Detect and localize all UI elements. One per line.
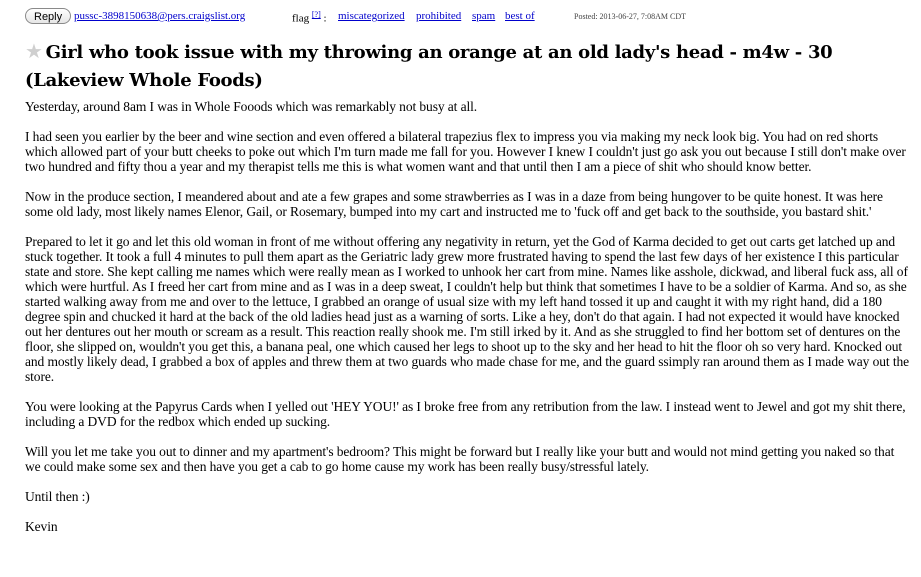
reply-button[interactable]: Reply (25, 8, 71, 24)
post-paragraph: Will you let me take you out to dinner and my apartment's bedroom? This might be forward but I really like your butt and would not mind getting you naked so that we could make some sex and then have you get a cab to go home cause my work has been really busy/stressful lately. (25, 444, 895, 474)
flag-prohibited-link[interactable]: prohibited (416, 10, 462, 22)
post-paragraph: Now in the produce section, I meandered about and ate a few grapes and some strawberries as I was in a daze from being hungover to be quite honest. It was here some old lady, most likely names Elenor, Gail, or Rosemary, bumped into my cart and instructed me to 'fuck off and get back to the southside, you bastard shit.' (25, 189, 883, 219)
flag-section (292, 10, 327, 25)
post-paragraph: Yesterday, around 8am I was in Whole Fooods which was remarkably not busy at all. (25, 99, 478, 114)
top-action-bar (0, 6, 921, 28)
flag-spam-link[interactable]: spam (472, 10, 496, 22)
post-paragraph: You were looking at the Papyrus Cards when I yelled out 'HEY YOU!' as I broke free from any retribution from the law. I instead went to Jewel and got my shit there, including a DVD for the redbox which ended up sucking. (25, 399, 906, 429)
star-icon[interactable]: ★ (25, 39, 43, 63)
flag-label: flag (292, 12, 310, 25)
post-paragraph: Until then :) (25, 489, 90, 504)
posted-date: Posted: 2013-06-27, 7:08AM CDT (574, 12, 686, 21)
post-title-text: Girl who took issue with my throwing an orange at an old lady's head - m4w - 30 (Lakeview Whole Foods) (25, 42, 833, 91)
post-paragraph: Prepared to let it go and let this old woman in front of me without offering any negativity in return, yet the God of Karma decided to get out carts get latched up and stuck together. It took a full 4 minutes to pull them apart as the Geriatric lady grew more frustrated having to spend the last few days of her existence I this particular state and store. She kept calling me names which were really mean as I worked to unhook her cart from mine. Names like asshole, dickwad, and liberal fuck ass, all of which were hurtful. As I freed her cart from mine and as I was in a deep sweat, I couldn't help but think that sometimes I have to be a soldier of Karma. And so, as she started walking away from me and over to the lettuce, I grabbed an orange of usual size with my left hand tossed it up and caught it with my right hand, did a 180 degree spin and chucked it hard at the back of the old ladies head just as a warning of sorts. Like a hey, don't do that again. I had not expected it would have knocked out her dentures out her mouth or scream as a result. This reaction really shook me. I'm still irked by it. And as she struggled to find her bottom set of dentures on the floor, she slipped on, wouldn't you get this, a banana peal, one which caused her legs to shoot up to the sky and her head to hit the floor oh so very hard. Knocked out and mostly likely dead, I grabbed a box of apples and threw them at two guards who made chase for me, and the guard ssimply ran around them as I made way out the store. (25, 234, 910, 384)
flag-miscategorized-link[interactable]: miscategorized (338, 10, 405, 22)
flag-best-of-link[interactable]: best of (505, 10, 535, 22)
post-title (25, 37, 905, 95)
post-signature: Kevin (25, 519, 58, 534)
reply-email-link[interactable]: pussc-3898150638@pers.craigslist.org (74, 10, 246, 22)
flag-colon: : (323, 12, 327, 25)
post-paragraph: I had seen you earlier by the beer and wine section and even offered a bilateral trapezius flex to impress you via making my neck look big. You had on red shorts which allowed part of your butt cheeks to poke out which I'm turn made me fall for you. However I knew I couldn't just go ask you out because I still don't make over two hundred and fifty thou a year and my therapist tells me this is what women want and that until then I am a piece of shit who should know better. (25, 129, 906, 174)
flag-help-link[interactable]: [?] (311, 10, 321, 19)
post-body (25, 99, 910, 549)
